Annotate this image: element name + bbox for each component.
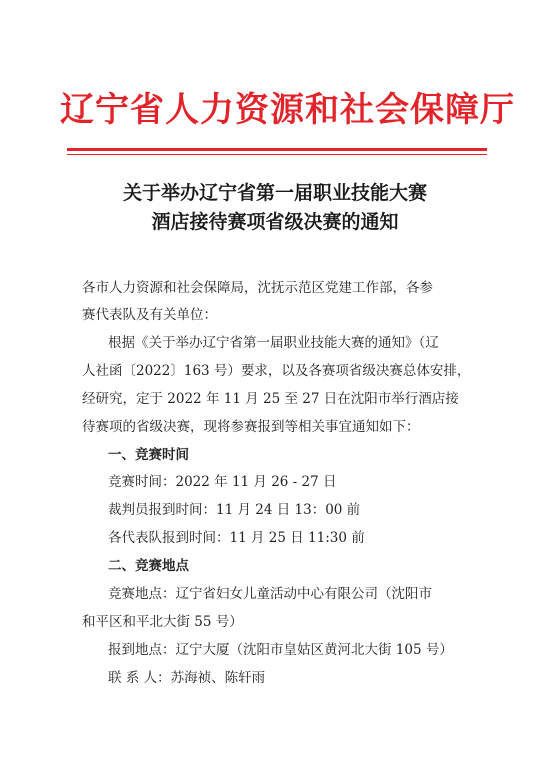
paragraph-1-line-2: 人社函〔2022〕163 号）要求，以及各赛项省级决赛总体安排， [82, 363, 471, 379]
contact-persons: 联 系 人：苏海祯、陈轩雨 [108, 670, 266, 686]
venue-line-1: 竞赛地点：辽宁省妇女儿童活动中心有限公司（沈阳市 [108, 586, 432, 602]
referee-checkin-time: 裁判员报到时间：11 月 24 日 13：00 前 [108, 502, 361, 518]
paragraph-1-line-4: 待赛项的省级决赛，现将参赛报到等相关事宜通知如下： [82, 419, 420, 435]
letterhead-rule-thick [67, 148, 487, 151]
letterhead-org-name: 辽宁省人力资源和社会保障厅 [60, 90, 515, 130]
paragraph-1-line-1: 根据《关于举办辽宁省第一届职业技能大赛的通知》（辽 [108, 335, 439, 351]
letterhead-rule-thin [67, 154, 487, 155]
competition-time: 竞赛时间：2022 年 11 月 26 - 27 日 [108, 474, 337, 490]
addressee-line-2: 赛代表队及有关单位： [82, 307, 217, 323]
addressee-line-1: 各市人力资源和社会保障局，沈抚示范区党建工作部，各参 [82, 280, 433, 296]
checkin-location: 报到地点：辽宁大厦（沈阳市皇姑区黄河北大街 105 号） [108, 642, 453, 658]
document-title-line-1: 关于举办辽宁省第一届职业技能大赛 [122, 182, 427, 204]
team-checkin-time: 各代表队报到时间：11 月 25 日 11:30 前 [108, 530, 365, 546]
section-2-heading: 二、竞赛地点 [108, 558, 189, 574]
section-1-heading: 一、竞赛时间 [108, 447, 189, 463]
venue-line-2: 和平区和平北大街 55 号） [82, 614, 243, 630]
paragraph-1-line-3: 经研究，定于 2022 年 11 月 25 至 27 日在沈阳市举行酒店接 [82, 391, 459, 407]
document-title-line-2: 酒店接待赛项省级决赛的通知 [151, 211, 399, 233]
